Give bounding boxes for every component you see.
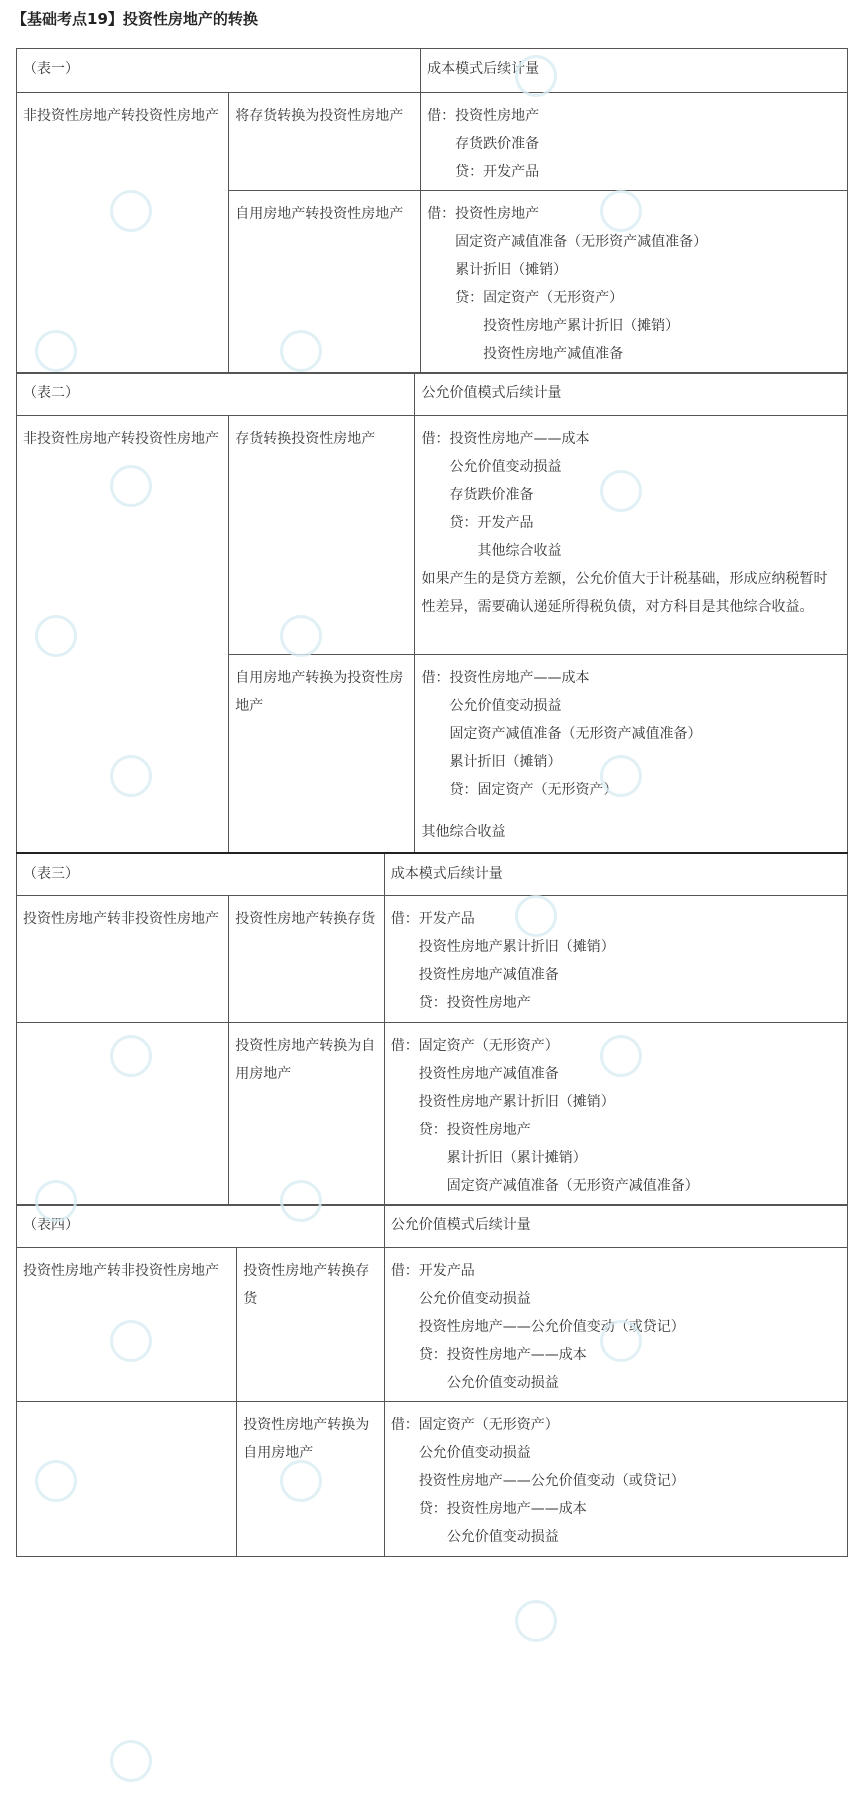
entry-line: 存货跌价准备 [449, 487, 534, 503]
table-4-empty-cell [17, 1402, 237, 1557]
table-1-category: 非投资性房地产转投资性房地产 [17, 93, 229, 374]
table-1-row-2-name: 自用房地产转投资性房地产 [229, 191, 421, 374]
entry-line: 借：开发产品 [390, 1263, 475, 1279]
entry-line: 累计折旧（摊销） [455, 262, 568, 278]
table-2-category: 非投资性房地产转投资性房地产 [17, 416, 229, 853]
entry-line: 贷：投资性房地产 [418, 994, 531, 1011]
entry-line: 固定资产减值准备（无形资产减值准备） [446, 1177, 699, 1194]
table-1 [16, 48, 848, 374]
entry-line: 投资性房地产减值准备 [418, 1065, 559, 1082]
table-4-row-1-entry [384, 1248, 847, 1402]
entry-line: 借：开发产品 [390, 910, 475, 927]
watermark-logo-icon [110, 1740, 152, 1782]
table-4-header-row [17, 1205, 848, 1248]
table-4-mode: 公允价值模式后续计量 [384, 1205, 847, 1248]
table-4-category: 投资性房地产转非投资性房地产 [17, 1248, 237, 1402]
entry-line: 借：固定资产（无形资产） [390, 1417, 559, 1433]
table-2-header-row [17, 373, 848, 416]
table-1-mode: 成本模式后续计量 [421, 49, 848, 93]
table-3-row-1-name: 投资性房地产转换存货 [229, 895, 385, 1022]
table-row [17, 93, 848, 191]
entry-line: 贷：投资性房地产——成本 [418, 1501, 587, 1517]
entry-line: 累计折旧（累计摊销） [446, 1149, 587, 1166]
entry-line: 借：固定资产（无形资产） [390, 1037, 559, 1054]
table-3-row-2-entry [384, 1022, 847, 1205]
entry-line: 贷：投资性房地产 [418, 1121, 531, 1138]
entry-line: 投资性房地产累计折旧（摊销） [418, 1093, 615, 1110]
table-row [17, 1022, 848, 1205]
entry-line: 投资性房地产减值准备 [418, 966, 559, 983]
table-4-row-2-name: 投资性房地产转换为自用房地产 [237, 1402, 385, 1557]
table-3-category: 投资性房地产转非投资性房地产 [17, 895, 229, 1022]
entry-line: 投资性房地产——公允价值变动（或贷记） [418, 1473, 685, 1489]
entry-line: 公允价值变动损益 [418, 1291, 531, 1307]
table-2-row-2-name: 自用房地产转换为投资性房地产 [229, 655, 415, 853]
table-4-row-2-entry [384, 1402, 847, 1557]
table-2-label: （表二） [17, 373, 415, 416]
entry-line: 公允价值变动损益 [449, 459, 562, 475]
table-2-mode: 公允价值模式后续计量 [415, 373, 848, 416]
entry-line: 固定资产减值准备（无形资产减值准备） [449, 726, 702, 742]
table-4-label: （表四） [17, 1205, 385, 1248]
table-4-row-1-name: 投资性房地产转换存货 [237, 1248, 385, 1402]
entry-line: 其他综合收益 [477, 543, 562, 559]
entry-line: 借：投资性房地产 [427, 206, 540, 222]
table-2-row-1-entry [415, 416, 848, 655]
table-row [17, 1248, 848, 1402]
entry-line: 贷：固定资产（无形资产） [449, 782, 618, 798]
watermark-logo-icon [515, 1600, 557, 1642]
entry-line: 贷：固定资产（无形资产） [455, 290, 624, 306]
entry-line: 公允价值变动损益 [449, 698, 562, 714]
entry-note: 如果产生的是贷方差额，公允价值大于计税基础，形成应纳税暂时性差异，需要确认递延所得税负债，对方科目是其他综合收益。 [421, 571, 828, 615]
entry-line: 投资性房地产——公允价值变动（或贷记） [418, 1319, 685, 1335]
page-title: 【基础考点19】投资性房地产的转换 [12, 10, 258, 28]
table-1-header-row [17, 49, 848, 93]
table-2 [16, 372, 848, 853]
table-2-row-2-entry [415, 655, 848, 853]
entry-line: 贷：投资性房地产——成本 [418, 1347, 587, 1363]
table-3-empty-cell [17, 1022, 229, 1205]
table-row [17, 416, 848, 655]
table-4 [16, 1204, 848, 1557]
entry-line: 借：投资性房地产——成本 [421, 431, 590, 447]
table-row [17, 895, 848, 1022]
entry-line: 累计折旧（摊销） [449, 754, 562, 770]
entry-line: 贷：开发产品 [455, 164, 540, 180]
entry-line: 公允价值变动损益 [418, 1445, 531, 1461]
table-1-row-2-entry [421, 191, 848, 374]
entry-line: 存货跌价准备 [455, 136, 540, 152]
entry-line: 借：投资性房地产——成本 [421, 670, 590, 686]
table-3-label: （表三） [17, 853, 385, 895]
entry-line: 投资性房地产累计折旧（摊销） [483, 318, 680, 334]
entry-line: 投资性房地产减值准备 [483, 346, 624, 362]
table-2-row-1-name: 存货转换投资性房地产 [229, 416, 415, 655]
table-1-row-1-entry [421, 93, 848, 191]
table-3-row-1-entry [384, 895, 847, 1022]
entry-line: 借：投资性房地产 [427, 108, 540, 124]
entry-line: 贷：开发产品 [449, 515, 534, 531]
table-3-row-2-name: 投资性房地产转换为自用房地产 [229, 1022, 385, 1205]
table-3-mode: 成本模式后续计量 [384, 853, 847, 895]
entry-line: 投资性房地产累计折旧（摊销） [418, 938, 615, 955]
entry-line: 公允价值变动损益 [446, 1375, 559, 1391]
table-row [17, 1402, 848, 1557]
entry-line: 固定资产减值准备（无形资产减值准备） [455, 234, 708, 250]
table-1-row-1-name: 将存货转换为投资性房地产 [229, 93, 421, 191]
entry-line: 公允价值变动损益 [446, 1529, 559, 1545]
table-3 [16, 852, 848, 1206]
table-3-header-row [17, 853, 848, 895]
table-1-label: （表一） [17, 49, 421, 93]
entry-line: 其他综合收益 [421, 824, 506, 840]
